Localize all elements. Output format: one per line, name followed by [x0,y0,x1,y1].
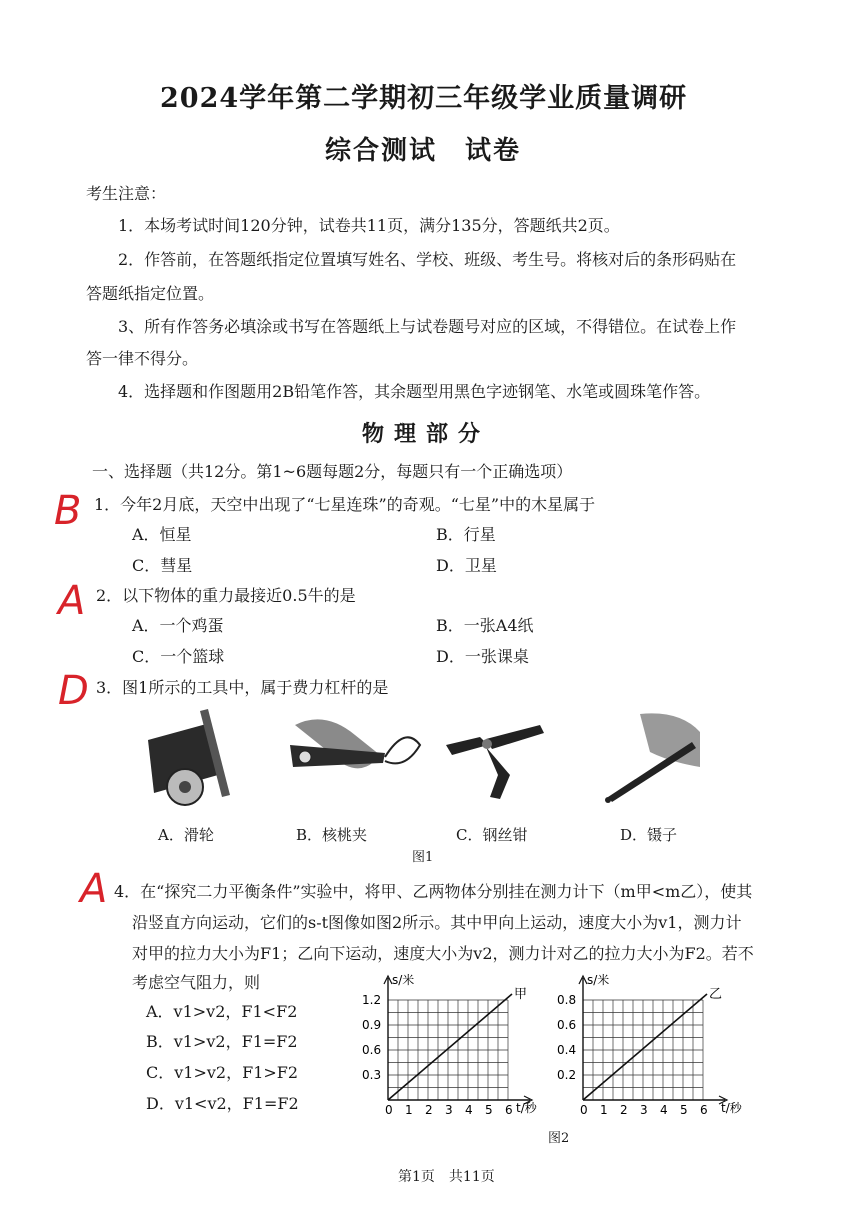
figure-option-label: A．滑轮 [158,826,214,844]
question-stem: 3．图1所示的工具中，属于费力杠杆的是 [96,678,389,697]
notice-item: 3、所有作答务必填涂或书写在答题纸上与试卷题号对应的区域，不得错位。在试卷上作 [118,317,737,336]
notice-item: 1．本场考试时间120分钟，试卷共11页，满分135分，答题纸共2页。 [118,216,620,235]
data-line-jia [388,994,512,1100]
x-tick-label: 2 [425,1103,433,1117]
part-heading: 一、选择题（共12分。第1~6题每题2分，每题只有一个正确选项） [92,462,573,481]
handwritten-answer: D [58,668,89,714]
question-stem-line: 对甲的拉力大小为F1；乙向下运动，速度大小为v2，测力计对乙的拉力大小为F2。若不 [132,944,754,963]
notice-item: 答题纸指定位置。 [86,284,215,303]
x-tick-label: 5 [680,1103,688,1117]
section-title: 物理部分 [362,421,491,447]
y-tick-label: 0.6 [557,1018,577,1032]
option: A．恒星 [132,525,192,544]
data-line-yi [583,994,707,1100]
x-tick-label: 6 [505,1103,513,1117]
handwritten-answer: A [80,866,108,912]
notice-heading: 考生注意： [86,184,167,203]
option: C．v1>v2，F1>F2 [146,1063,299,1082]
tweezers-image [600,712,705,807]
x-tick-label: 3 [445,1103,453,1117]
x-tick-label: 1 [600,1103,608,1117]
option: A．一个鸡蛋 [132,616,224,635]
y-axis-label: s/米 [392,973,415,987]
st-chart-yi [545,972,755,1122]
option: B．行星 [436,525,496,544]
figure-caption: 图1 [412,850,434,865]
x-tick-label: 0 [385,1103,393,1117]
x-tick-label: 0 [580,1103,588,1117]
option: D．一张课桌 [436,647,529,666]
y-axis-label: s/米 [587,973,610,987]
x-axis-label: t/秒 [516,1101,537,1115]
option: C．彗星 [132,556,193,575]
y-tick-label: 0.2 [557,1068,577,1082]
figure-option-label: C．钢丝钳 [456,826,528,844]
option: A．v1>v2，F1<F2 [146,1002,298,1021]
notice-item: 2．作答前，在答题纸指定位置填写姓名、学校、班级、考生号。将核对后的条形码贴在 [118,250,737,269]
series-label: 甲 [514,987,528,1002]
notice-item: 4．选择题和作图题用2B铅笔作答，其余题型用黑色字迹钢笔、水笔或圆珠笔作答。 [118,382,711,401]
figure-caption: 图2 [548,1131,570,1146]
question-stem-line: 沿竖直方向运动，它们的s-t图像如图2所示。其中甲向上运动，速度大小为v1，测力计 [132,913,742,932]
option: C．一个篮球 [132,647,225,666]
x-tick-label: 2 [620,1103,628,1117]
figure-option-label: B．核桃夹 [296,826,368,844]
y-tick-label: 0.3 [362,1068,382,1082]
y-tick-label: 0.4 [557,1043,577,1057]
x-tick-label: 6 [700,1103,708,1117]
x-tick-label: 3 [640,1103,648,1117]
page-title: 2024学年第二学期初三年级学业质量调研 [160,83,688,114]
page-footer: 第1页 共11页 [398,1169,495,1185]
y-tick-label: 0.8 [557,993,577,1007]
notice-item: 答一律不得分。 [86,349,199,368]
question-stem: 2．以下物体的重力最接近0.5牛的是 [96,586,356,605]
pulley-image [140,705,235,810]
y-tick-label: 0.6 [362,1043,382,1057]
handwritten-answer: A [58,578,86,624]
series-label: 乙 [709,987,723,1002]
x-axis-label: t/秒 [721,1101,742,1115]
figure-option-label: D．镊子 [620,826,678,844]
y-tick-label: 0.9 [362,1018,382,1032]
handwritten-answer: B [54,488,82,534]
x-tick-label: 4 [660,1103,668,1117]
question-stem-line: 考虑空气阻力，则 [132,973,261,992]
nutcracker-image [285,705,435,795]
page-subtitle: 综合测试 试卷 [325,136,522,166]
x-tick-label: 5 [485,1103,493,1117]
y-tick-label: 1.2 [362,993,382,1007]
x-tick-label: 1 [405,1103,413,1117]
option: D．卫星 [436,556,497,575]
option: B．一张A4纸 [436,616,534,635]
option: B．v1>v2，F1=F2 [146,1032,298,1051]
question-stem-line: 4．在“探究二力平衡条件”实验中，将甲、乙两物体分别挂在测力计下（m甲<m乙），使其 [114,882,753,901]
pliers-image [440,715,550,805]
x-tick-label: 4 [465,1103,473,1117]
st-chart-jia [350,972,550,1122]
question-stem: 1．今年2月底，天空中出现了“七星连珠”的奇观。“七星”中的木星属于 [94,495,596,514]
option: D．v1<v2，F1=F2 [146,1094,299,1113]
